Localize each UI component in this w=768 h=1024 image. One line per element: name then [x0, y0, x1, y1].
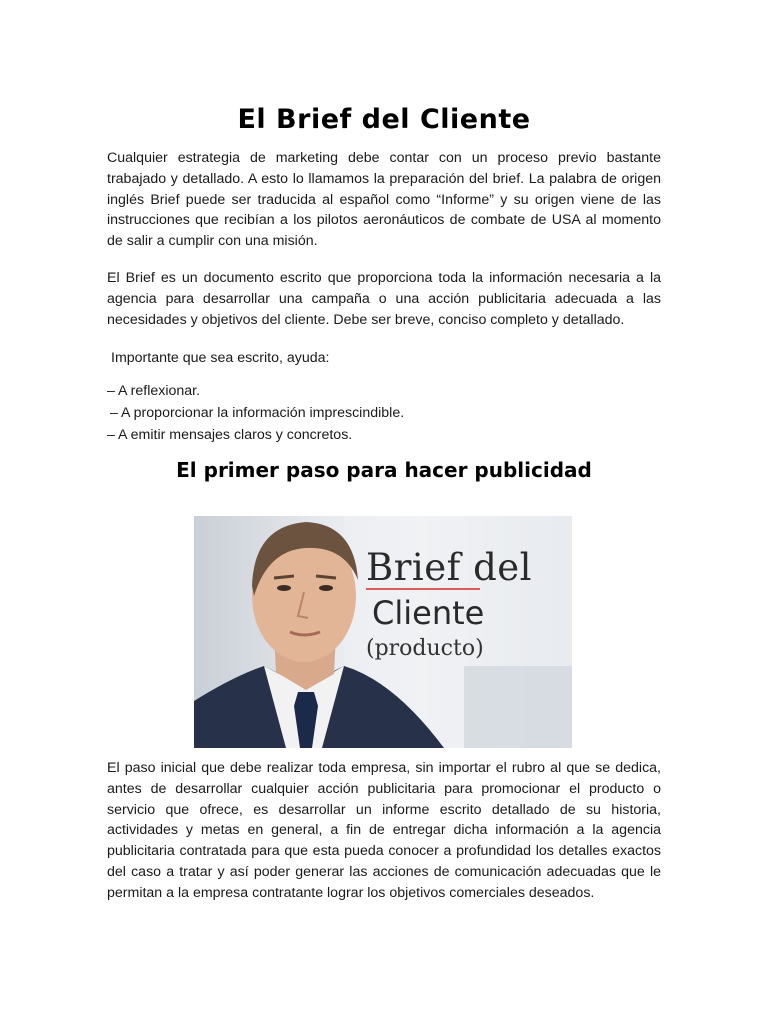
bullets-intro: Importante que sea escrito, ayuda: [111, 350, 330, 366]
list-item: – A proporcionar la información imprescindible. [110, 404, 405, 421]
brief-illustration [194, 516, 572, 748]
image-title-line1: Brief del [366, 546, 532, 589]
page-title: El Brief del Cliente [237, 104, 531, 135]
intro-paragraph: Cualquier estrategia de marketing debe contar con un proceso previo bastante trabajado y detallado. A esto lo llamamos la preparación del brief. La palabra de origen inglés Brief puede ser traducida al español como “Informe” y su origen viene de las instrucciones que recibían a los pilotos aeronáuticos de combate de USA al momento de salir a cumplir con una misión. [107, 150, 661, 250]
bullet-list [107, 381, 404, 446]
image-title-line3: (producto) [366, 636, 484, 661]
image-title-line2: Cliente [372, 594, 485, 632]
list-item: – A reflexionar. [107, 383, 201, 399]
closing-paragraph: El paso inicial que debe realizar toda empresa, sin importar el rubro al que se dedica, antes de desarrollar cualquier acción publicitaria para promocionar el producto o servicio que ofrece, es desarrollar un informe escrito detallado de su historia, actividades y metas en general, a fin de entregar dicha información a la agencia publicitaria contratada para que esta pueda conocer a profundidad los detalles exactos del caso a tratar y así poder generar las acciones de comunicación adecuadas que le permitan a la empresa contratante lograr los objetivos comerciales deseados. [107, 760, 661, 901]
list-item: – A emitir mensajes claros y concretos. [107, 426, 353, 443]
section-subtitle: El primer paso para hacer publicidad [176, 458, 592, 482]
definition-paragraph: El Brief es un documento escrito que proporciona toda la información necesaria a la agencia para desarrollar una campaña o una acción publicitaria adecuada a las necesidades y objetivos del cliente. Debe ser breve, conciso completo y detallado. [107, 270, 661, 328]
